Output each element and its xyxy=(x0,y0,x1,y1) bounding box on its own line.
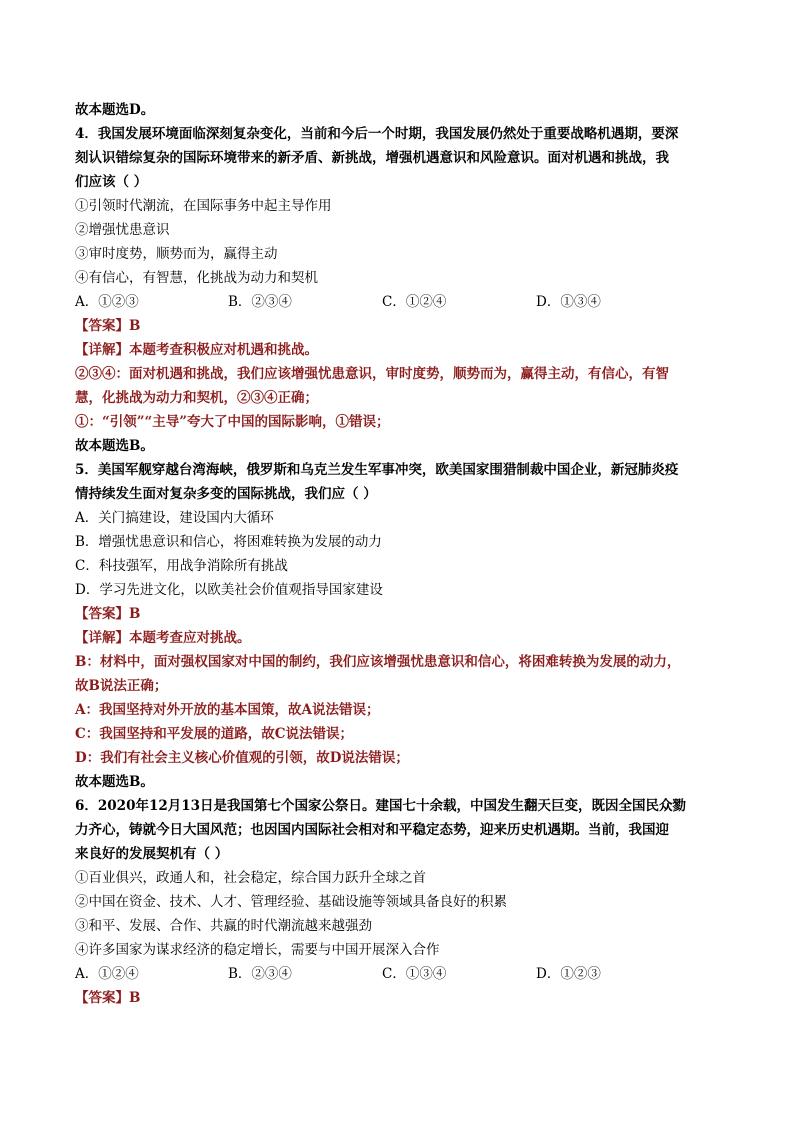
q4-option-c: C．①②④ xyxy=(382,294,447,310)
text-line: 5．美国军舰穿越台湾海峡，俄罗斯和乌克兰发生军事冲突，欧美国家围猎制裁中国企业，新冠肺炎疫 xyxy=(75,462,679,478)
text-line: ④有信心，有智慧，化挑战为动力和契机 xyxy=(75,270,318,286)
text-line: 故本题选B。 xyxy=(75,438,154,454)
text-line: 们应该（ ） xyxy=(75,174,148,190)
text-line: ①百业俱兴，政通人和，社会稳定，综合国力跃升全球之首 xyxy=(75,870,426,886)
text-line: D：我们有社会主义核心价值观的引领，故D说法错误； xyxy=(75,750,409,766)
text-line: ③和平、发展、合作、共赢的时代潮流越来越强劲 xyxy=(75,918,372,934)
q4-option-b: B．②③④ xyxy=(228,294,292,310)
text-line: C．科技强军，用战争消除所有挑战 xyxy=(75,558,288,574)
q6-option-b: B．②③④ xyxy=(228,966,292,982)
text-line: B．增强忧患意识和信心，将困难转换为发展的动力 xyxy=(75,534,382,550)
text-line: 【答案】B xyxy=(75,990,141,1006)
text-line: A．关门搞建设，建设国内大循环 xyxy=(75,510,274,526)
text-line: 刻认识错综复杂的国际环境带来的新矛盾、新挑战，增强机遇意识和风险意识。面对机遇和挑战，我 xyxy=(75,150,669,166)
text-line: 慧，化挑战为动力和契机，②③④正确； xyxy=(75,390,318,406)
text-line: 力齐心，铸就今日大国风范；也因国内国际社会相对和平稳定态势，迎来历史机遇期。当前，我国迎 xyxy=(75,822,669,838)
text-line: ②增强忧患意识 xyxy=(75,222,170,238)
text-line: ②③④：面对机遇和挑战，我们应该增强忧患意识，审时度势，顺势而为，赢得主动，有信心，有智 xyxy=(75,366,669,382)
text-line: D．学习先进文化，以欧美社会价值观指导国家建设 xyxy=(75,582,383,598)
text-line: 来良好的发展契机有（ ） xyxy=(75,846,229,862)
text-line: 【详解】本题考查应对挑战。 xyxy=(75,630,251,646)
text-line: 4．我国发展环境面临深刻复杂变化，当前和今后一个时期，我国发展仍然处于重要战略机遇期，要深 xyxy=(75,126,679,142)
text-line: ③审时度势，顺势而为，赢得主动 xyxy=(75,246,278,262)
q6-option-a: A．①②④ xyxy=(75,966,139,982)
text-line: 【详解】本题考查积极应对机遇和挑战。 xyxy=(75,342,318,358)
text-line: C：我国坚持和平发展的道路，故C说法错误； xyxy=(75,726,353,742)
text-line: ①：“引领”“主导”夸大了中国的国际影响，①错误； xyxy=(75,414,390,430)
text-line: A：我国坚持对外开放的基本国策，故A说法错误； xyxy=(75,702,380,718)
text-line: 情持续发生面对复杂多变的国际挑战，我们应（ ） xyxy=(75,486,377,502)
text-line: ①引领时代潮流，在国际事务中起主导作用 xyxy=(75,198,332,214)
text-line: 【答案】B xyxy=(75,318,141,334)
text-line: 故本题选D。 xyxy=(75,102,155,118)
q6-option-c: C．①③④ xyxy=(382,966,447,982)
text-line: ②中国在资金、技术、人才、管理经验、基础设施等领域具备良好的积累 xyxy=(75,894,507,910)
text-line: 6．2020年12月13日是我国第七个国家公祭日。建国七十余载，中国发生翻天巨变，既因全国民众勠 xyxy=(75,798,687,814)
q6-option-d: D．①②③ xyxy=(536,966,601,982)
text-line: 故B说法正确； xyxy=(75,678,168,694)
text-line: ④许多国家为谋求经济的稳定增长，需要与中国开展深入合作 xyxy=(75,942,440,958)
text-line: 【答案】B xyxy=(75,606,141,622)
text-line: 故本题选B。 xyxy=(75,774,154,790)
q4-option-d: D．①③④ xyxy=(536,294,601,310)
q4-option-a: A．①②③ xyxy=(75,294,139,310)
text-line: B：材料中，面对强权国家对中国的制约，我们应该增强忧患意识和信心，将困难转换为发展的动力， xyxy=(75,654,681,670)
